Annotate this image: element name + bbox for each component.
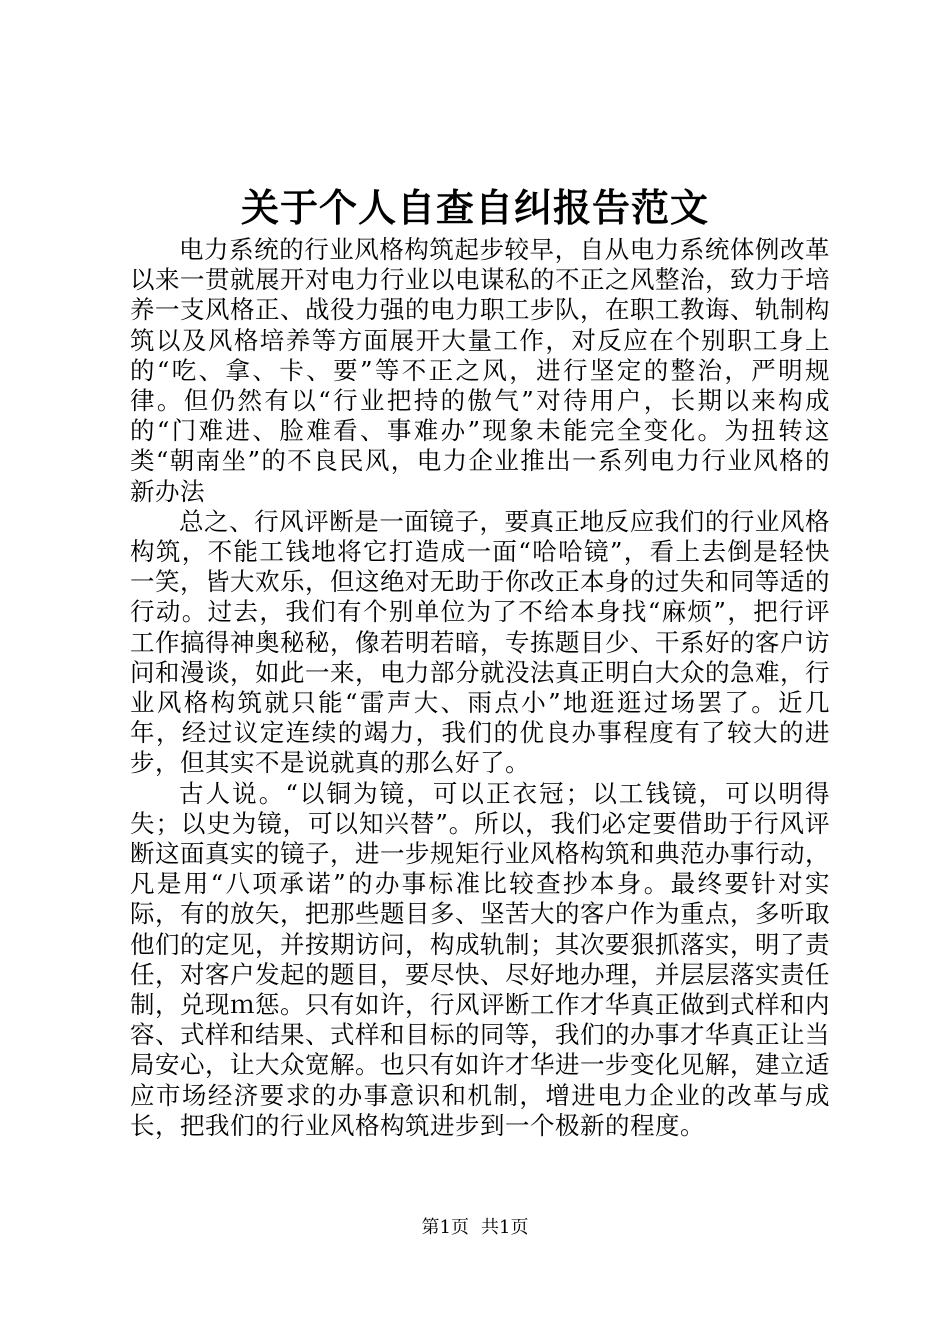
page-total: 共1页 <box>481 1217 529 1238</box>
page-footer <box>0 1216 950 1240</box>
document-body <box>130 235 830 1141</box>
page-number: 第1页 <box>421 1217 469 1238</box>
paragraph-2: 总之、行风评断是一面镜子，要真正地反应我们的行业风格构筑，不能工钱地将它打造成一面“哈哈镜”，看上去倒是轻快一笑，皆大欢乐，但这绝对无助于你改正本身的过失和同等适的行动。过去，我们有个别单位为了不给本身找“麻烦”，把行评工作搞得神奥秘秘，像若明若暗，专拣题目少、干系好的客户访问和漫谈，如此一来，电力部分就没法真正明白大众的急难，行业风格构筑就只能“雷声大、雨点小”地逛逛过场罢了。近几年，经过议定连续的竭力，我们的优良办事程度有了较大的进步，但其实不是说就真的那么好了。 <box>130 506 830 778</box>
paragraph-3: 古人说。“以铜为镜，可以正衣冠；以工钱镜，可以明得失；以史为镜，可以知兴替”。所以，我们必定要借助于行风评断这面真实的镜子，进一步规矩行业风格构筑和典范办事行动，凡是用“八项承诺”的办事标准比较查抄本身。最终要针对实际，有的放矢，把那些题目多、坚苦大的客户作为重点，多听取他们的定见，并按期访问，构成轨制；其次要狠抓落实，明了责任，对客户发起的题目，要尽快、尽好地办理，并层层落实责任制，兑现ｍ惩。只有如许，行风评断工作才华真正做到式样和内容、式样和结果、式样和目标的同等，我们的办事才华真正让当局安心，让大众宽解。也只有如许才华进一步变化见解，建立适应市场经济要求的办事意识和机制，增进电力企业的改革与成长，把我们的行业风格构筑进步到一个极新的程度。 <box>130 778 830 1140</box>
paragraph-1: 电力系统的行业风格构筑起步较早，自从电力系统体例改革以来一贯就展开对电力行业以电谋私的不正之风整治，致力于培养一支风格正、战役力强的电力职工步队，在职工教诲、轨制构筑以及风格培养等方面展开大量工作，对反应在个别职工身上的“吃、拿、卡、要”等不正之风，进行坚定的整治，严明规律。但仍然有以“行业把持的傲气”对待用户，长期以来构成的“门难进、脸难看、事难办”现象未能完全变化。为扭转这类“朝南坐”的不良民风，电力企业推出一系列电力行业风格的新办法 <box>130 235 830 506</box>
document-title: 关于个人自查自纠报告范文 <box>240 185 709 230</box>
